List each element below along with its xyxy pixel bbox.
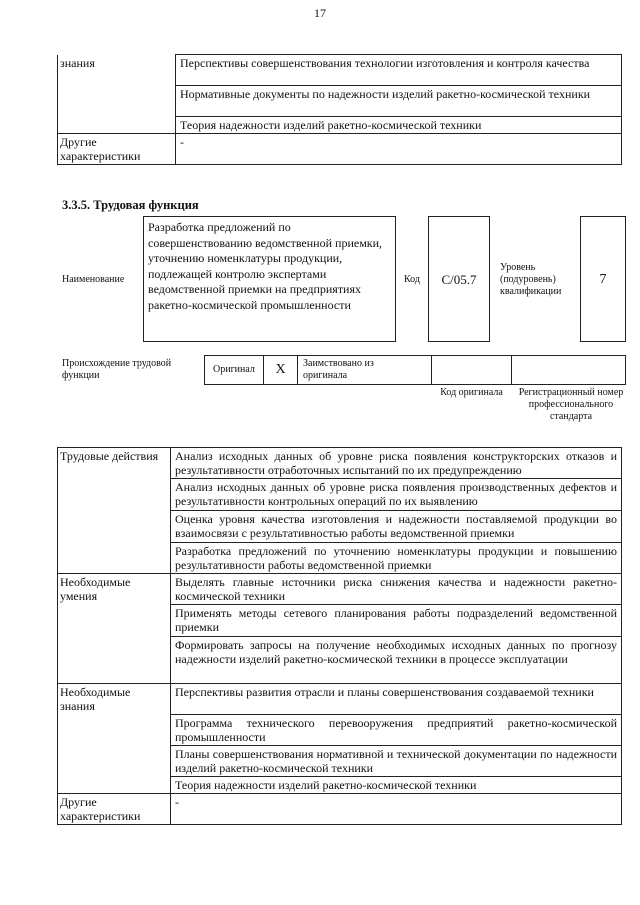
row-label-actions: Трудовые действия	[58, 448, 171, 574]
code-original-box	[431, 355, 512, 385]
code-label: Код	[404, 274, 420, 285]
borrowed-box	[297, 355, 432, 385]
function-requirements-table	[57, 447, 622, 825]
table-cell: Перспективы совершенствования технологии изготовления и контроля качества	[176, 55, 622, 86]
table-cell: Выделять главные источники риска снижения качества и надежности ракетно-космической техники	[171, 574, 622, 605]
table-cell: Планы совершенствования нормативной и технической документации по надежности изделий ракетно-космической техники	[171, 746, 622, 777]
level-value: 7	[599, 272, 607, 287]
code-box	[428, 216, 490, 342]
original-label: Оригинал	[213, 364, 255, 375]
top-requirements-table	[57, 54, 622, 165]
table-cell: Программа технического перевооружения предприятий ракетно-космической промышленности	[171, 715, 622, 746]
table-cell: Теория надежности изделий ракетно-космической техники	[176, 117, 622, 134]
table-cell: Теория надежности изделий ракетно-космической техники	[171, 777, 622, 794]
table-cell: Анализ исходных данных об уровне риска появления производственных дефектов и результативности контрольных операций по их выявлению	[171, 479, 622, 511]
table-cell: Нормативные документы по надежности изделий ракетно-космической техники	[176, 86, 622, 117]
code-value: C/05.7	[441, 272, 477, 287]
name-label: Наименование	[62, 274, 125, 285]
table-cell: Формировать запросы на получение необходимых исходных данных по прогнозу надежности изделий ракетно-космической техники в процессе эксплуатации	[171, 637, 622, 684]
origin-label: Происхождение трудовой функции	[62, 358, 172, 381]
table-cell: -	[171, 794, 622, 825]
table-cell: Анализ исходных данных об уровне риска появления конструкторских отказов и результативности отработочных испытаний по их предупреждению	[171, 448, 622, 479]
table-cell: -	[176, 134, 622, 165]
row-label-knowledge: Необходимые знания	[58, 684, 171, 794]
row-label-skills: Необходимые умения	[58, 574, 171, 684]
row-label-knowledge: знания	[58, 55, 176, 134]
reg-number-caption: Регистрационный номер профессионального стандарта	[518, 387, 624, 422]
table-cell: Применять методы сетевого планирования работы подразделений ведомственной приемки	[171, 605, 622, 637]
function-name-text: Разработка предложений по совершенствованию ведомственной приемки, уточнению номенклатуры продукции, подлежащей контролю экспертами ведомственной приемки на предприятиях ракетно-космической промышленности	[148, 220, 383, 312]
table-cell: Разработка предложений по уточнению номенклатуры продукции и повышению результативности работы ведомственной приемки	[171, 543, 622, 574]
function-name-box	[143, 216, 396, 342]
original-mark-box	[263, 355, 298, 385]
reg-number-box	[511, 355, 626, 385]
page-number: 17	[314, 6, 326, 20]
row-label-other: Другие характеристики	[58, 134, 176, 165]
table-cell: Оценка уровня качества изготовления и надежности поставляемой продукции во взаимосвязи с результативностью работы ведомственной приемки	[171, 511, 622, 543]
level-label: Уровень (подуровень) квалификации	[500, 262, 562, 297]
table-cell: Перспективы развития отрасли и планы совершенствования создаваемой техники	[171, 684, 622, 715]
section-title: 3.3.5. Трудовая функция	[62, 198, 199, 212]
borrowed-label: Заимствовано из оригинала	[303, 358, 374, 381]
original-mark: X	[275, 362, 286, 377]
level-box	[580, 216, 626, 342]
row-label-other: Другие характеристики	[58, 794, 171, 825]
code-original-caption: Код оригинала	[440, 387, 503, 398]
origin-box	[204, 355, 264, 385]
